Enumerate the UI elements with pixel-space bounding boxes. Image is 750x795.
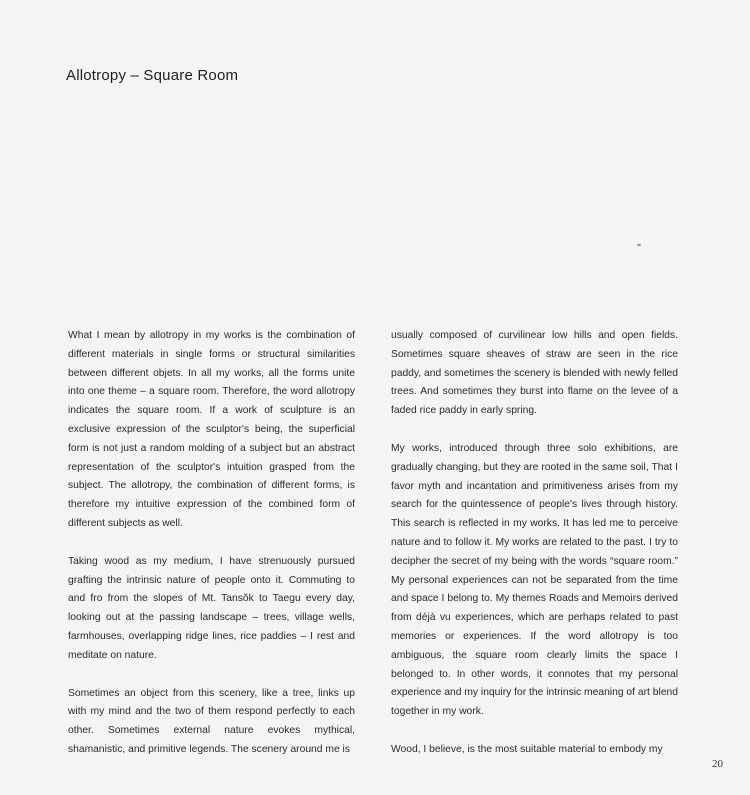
paragraph: Wood, I believe, is the most suitable material to embody my bbox=[391, 743, 663, 755]
paragraph: Taking wood as my medium, I have strenuously pursued grafting the intrinsic nature of people onto it. Commuting to and fro from the slopes of Mt. Tansŏk to Taegu every day, looking out at the passing landscape – trees, village wells, farmhouses, overlapping ridge lines, rice paddies – I rest and meditate on nature. bbox=[68, 555, 355, 661]
paragraph: What I mean by allotropy in my works is the combination of different materials in single forms or structural similarities between different objets. In all my works, all the forms unite into one theme – a square room. Therefore, the word allotropy indicates the square room. If a work of sculpture is an exclusive expression of the sculptor's being, the superficial form is not just a random molding of a subject but an abstract representation of the sculptor's intuition grasped from the subject. The allotropy, the combination of different forms, is therefore my intuitive expression of the combined form of different subjects as well. bbox=[68, 330, 355, 529]
page-number: 20 bbox=[712, 758, 723, 770]
text-column-left bbox=[68, 327, 355, 779]
print-speck bbox=[637, 244, 641, 246]
page-title: Allotropy – Square Room bbox=[66, 67, 239, 84]
paragraph: My works, introduced through three solo exhibitions, are gradually changing, but they are rooted in the same soil, That I favor myth and incantation and primitiveness arises from my search for the quintessence of people's lives through history. This search is reflected in my works. It has led me to perceive nature and to follow it. My works are related to the past. I try to decipher the secret of my being with the words “square room.” My personal experiences can not be separated from the time and space I belong to. My themes Roads and Memoirs derived from déjà vu experiences, which are perhaps related to past memories or experiences. If the word allotropy is too ambiguous, the square room clearly limits the space I belonged to. In other words, it connotes that my personal experience and my inquiry for the intrinsic meaning of art blend together in my work. bbox=[391, 442, 678, 718]
paragraph: Sometimes an object from this scenery, like a tree, links up with my mind and the two of them respond perfectly to each other. Sometimes external nature evokes mythical, shamanistic, and primitive legends. The scenery around me is bbox=[68, 687, 355, 755]
paragraph: usually composed of curvilinear low hills and open fields. Sometimes square sheaves of straw are seen in the rice paddy, and sometimes the scenery is blended with newly felled trees. And sometimes they burst into flame on the levee of a faded rice paddy in early spring. bbox=[391, 330, 678, 417]
text-column-right bbox=[391, 327, 678, 779]
